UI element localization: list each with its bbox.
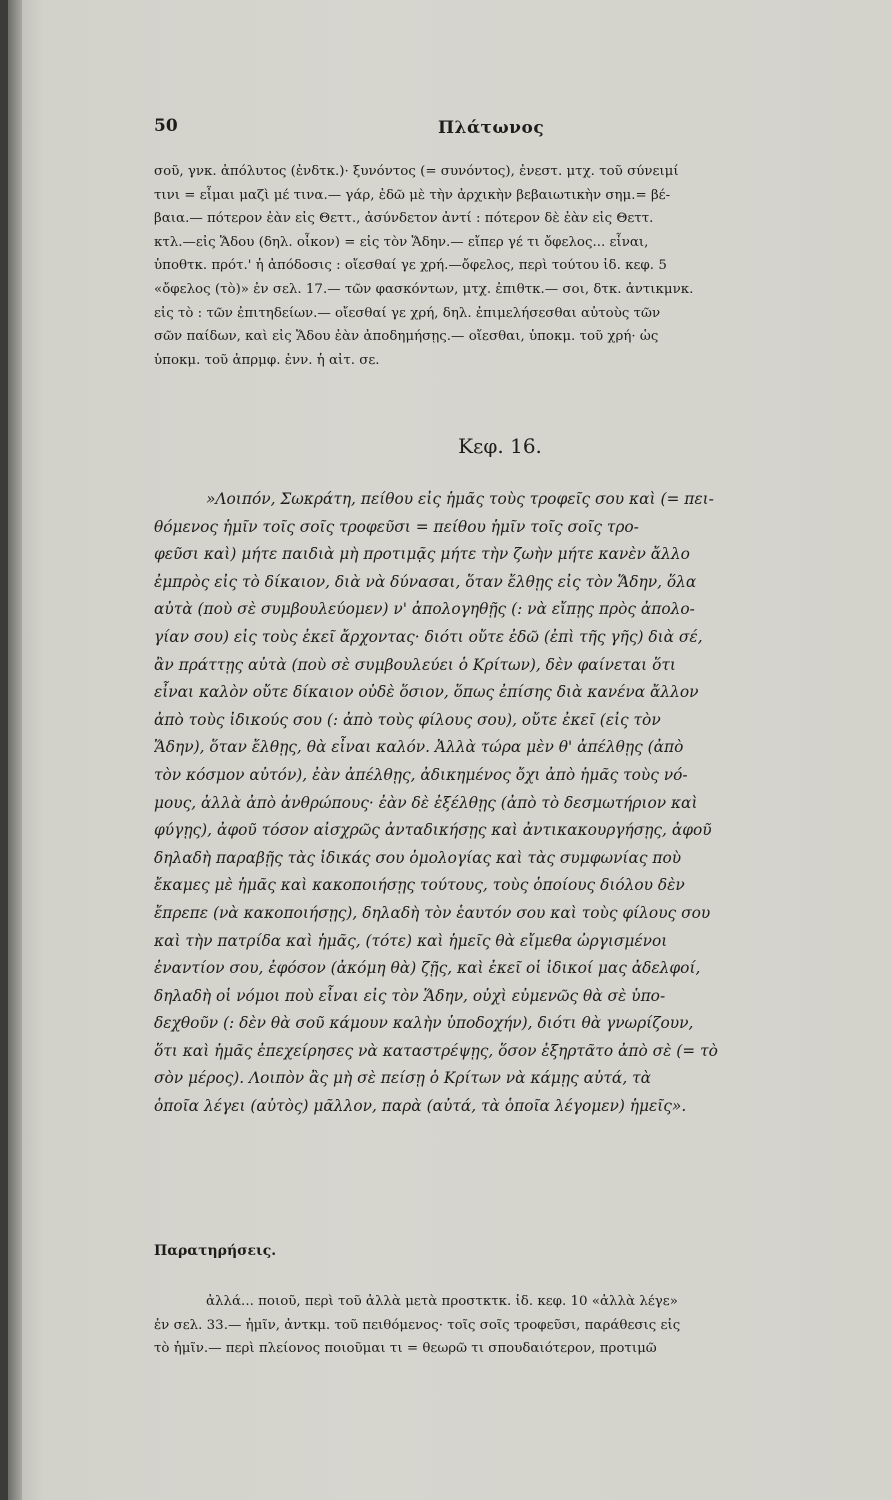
- body-line: ἐμπρὸς εἰς τὸ δίκαιον, διὰ νὰ δύνασαι, ὅταν ἔλθῃς εἰς τὸν Ἅδην, ὅλα: [154, 572, 697, 591]
- note-line: βαια.— πότερον ἐὰν εἰς Θεττ., ἀσύνδετον ἀντί : πότερον δὲ ἐὰν εἰς Θεττ.: [154, 211, 654, 227]
- chapter-heading-text: Κεφ. 16.: [458, 434, 542, 458]
- page-number: 50: [154, 116, 178, 136]
- observation-line: τὸ ἡμῖν.— περὶ πλείονος ποιοῦμαι τι = θεωρῶ τι σπουδαιότερον, προτιμῶ: [154, 1341, 657, 1357]
- body-line: φεῦσι καὶ) μήτε παιδιὰ μὴ προτιμᾷς μήτε τὴν ζωὴν μήτε κανὲν ἄλλο: [154, 545, 690, 564]
- note-line: σοῦ, γνκ. ἀπόλυτος (ἐνδτκ.)· ξυνόντος (= συνόντος), ἐνεστ. μτχ. τοῦ σύνειμί: [154, 164, 679, 179]
- body-line: ὅτι καὶ ἡμᾶς ἐπεχείρησες νὰ καταστρέψῃς, ὅσον ἐξηρτᾶτο ἀπὸ σὲ (= τὸ: [154, 1041, 718, 1060]
- body-line: σὸν μέρος). Λοιπὸν ἂς μὴ σὲ πείσῃ ὁ Κρίτων νὰ κάμῃς αὐτά, τὰ: [154, 1069, 652, 1088]
- body-line: »Λοιπόν, Σωκράτη, πείθου εἰς ἡμᾶς τοὺς τροφεῖς σου καὶ (= πει-: [206, 490, 714, 508]
- body-line: εἶναι καλὸν οὔτε δίκαιον οὐδὲ ὅσιον, ὅπως ἐπίσης διὰ κανένα ἄλλον: [154, 683, 699, 702]
- observation-line: ἀλλά... ποιοῦ, περὶ τοῦ ἀλλὰ μετὰ προστκτκ. ἰδ. κεφ. 10 «ἀλλὰ λέγε»: [206, 1294, 678, 1309]
- commentary-notes: [154, 160, 884, 372]
- observations-title: Παρατηρήσεις.: [154, 1243, 277, 1259]
- body-line: τὸν κόσμον αὐτόν), ἐὰν ἀπέλθῃς, ἀδικημένος ὄχι ἀπὸ ἡμᾶς τοὺς νό-: [154, 765, 688, 784]
- running-title: Πλάτωνος: [438, 118, 545, 138]
- observations-notes: [154, 1290, 884, 1361]
- page-header: [8, 112, 892, 142]
- body-line: μους, ἀλλὰ ἀπὸ ἀνθρώπους· ἐὰν δὲ ἐξέλθῃς (ἀπὸ τὸ δεσμωτήριον καὶ: [154, 793, 698, 812]
- note-line: τινι = εἶμαι μαζὶ μέ τινα.— γάρ, ἐδῶ μὲ τὴν ἀρχικὴν βεβαιωτικὴν σημ.= βέ-: [154, 187, 671, 203]
- observation-line: ἐν σελ. 33.— ἡμῖν, ἀντκμ. τοῦ πειθόμενος· τοῖς σοῖς τροφεῦσι, παράθεσις εἰς: [154, 1317, 681, 1333]
- body-line: Ἅδην), ὅταν ἔλθῃς, θὰ εἶναι καλόν. Ἀλλὰ τώρα μὲν θ' ἀπέλθῃς (ἀπὸ: [154, 738, 684, 757]
- body-line: ἐναντίον σου, ἐφόσον (ἀκόμη θὰ) ζῇς, καὶ ἐκεῖ οἱ ἰδικοί μας ἀδελφοί,: [154, 959, 701, 978]
- note-line: σῶν παίδων, καὶ εἰς Ἅδου ἐὰν ἀποδημήσῃς.— οἴεσθαι, ὑποκμ. τοῦ χρή· ὡς: [154, 329, 659, 345]
- note-line: ὑποκμ. τοῦ ἀπρμφ. ἐνν. ἡ αἰτ. σε.: [154, 352, 380, 368]
- note-line: «ὄφελος (τὸ)» ἐν σελ. 17.— τῶν φασκόντων, μτχ. ἐπιθτκ.— σοι, δτκ. ἀντικμνκ.: [154, 281, 694, 297]
- note-line: κτλ.—εἰς Ἅδου (δηλ. οἶκον) = εἰς τὸν Ἅδην.— εἴπερ γέ τι ὄφελος... εἶναι,: [154, 234, 649, 250]
- body-line: ἔπρεπε (νὰ κακοποιήσῃς), δηλαδὴ τὸν ἑαυτόν σου καὶ τοὺς φίλους σου: [154, 903, 711, 922]
- body-line: δεχθοῦν (: δὲν θὰ σοῦ κάμουν καλὴν ὑποδοχήν), διότι θὰ γνωρίζουν,: [154, 1014, 694, 1033]
- body-line: θόμενος ἡμῖν τοῖς σοῖς τροφεῦσι = πείθου ἡμῖν τοῖς σοῖς τρο-: [154, 517, 639, 536]
- note-line: ὑποθτκ. πρότ.' ἡ ἀπόδοσις : οἴεσθαί γε χρή.—ὄφελος, περὶ τούτου ἰδ. κεφ. 5: [154, 258, 667, 274]
- body-line: δηλαδὴ παραβῇς τὰς ἰδικάς σου ὁμολογίας καὶ τὰς συμφωνίας ποὺ: [154, 848, 682, 867]
- body-line: ἂν πράττῃς αὐτὰ (ποὺ σὲ συμβουλεύει ὁ Κρίτων), δὲν φαίνεται ὅτι: [154, 655, 676, 674]
- body-line: ἔκαμες μὲ ἡμᾶς καὶ κακοποιήσῃς τούτους, τοὺς ὁποίους διόλου δὲν: [154, 876, 685, 895]
- book-spine-shadow: [8, 0, 22, 1500]
- note-line: εἰς τὸ : τῶν ἐπιτηδείων.— οἴεσθαί γε χρή, δηλ. ἐπιμελήσεσθαι αὐτοὺς τῶν: [154, 305, 661, 321]
- translation-body: [154, 486, 886, 1121]
- body-line: καὶ τὴν πατρίδα καὶ ἡμᾶς, (τότε) καὶ ἡμεῖς θὰ εἴμεθα ὠργισμένοι: [154, 931, 668, 950]
- body-line: ἀπὸ τοὺς ἰδικούς σου (: ἀπὸ τοὺς φίλους σου), οὔτε ἐκεῖ (εἰς τὸν: [154, 710, 661, 729]
- body-line: φύγῃς), ἀφοῦ τόσον αἰσχρῶς ἀνταδικήσῃς καὶ ἀντικακουργήσῃς, ἀφοῦ: [154, 821, 712, 840]
- book-page: [8, 0, 892, 1500]
- body-line: δηλαδὴ οἱ νόμοι ποὺ εἶναι εἰς τὸν Ἅδην, οὐχὶ εὐμενῶς θὰ σὲ ὑπο-: [154, 986, 666, 1005]
- chapter-heading: [8, 434, 892, 458]
- body-line: αὐτὰ (ποὺ σὲ συμβουλεύομεν) ν' ἀπολογηθῇς (: νὰ εἴπῃς πρὸς ἀπολο-: [154, 600, 695, 619]
- body-line: γίαν σου) εἰς τοὺς ἐκεῖ ἄρχοντας· διότι οὔτε ἐδῶ (ἐπὶ τῆς γῆς) διὰ σέ,: [154, 627, 703, 646]
- body-line: ὁποῖα λέγει (αὐτὸς) μᾶλλον, παρὰ (αὐτά, τὰ ὁποῖα λέγομεν) ἡμεῖς».: [154, 1097, 687, 1116]
